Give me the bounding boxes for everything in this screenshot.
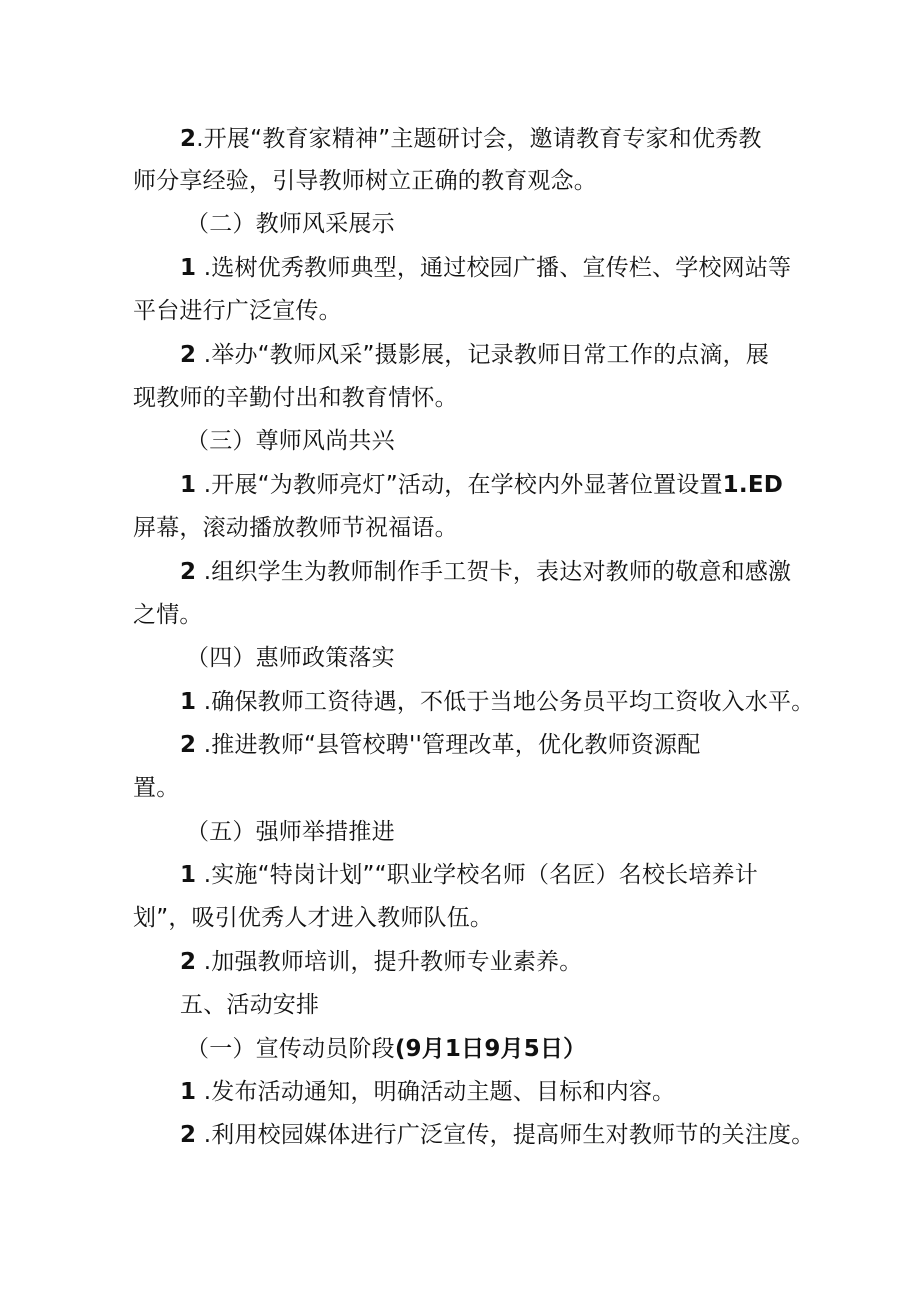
section-heading (186, 817, 395, 847)
section-heading (186, 426, 395, 456)
paragraph-line (180, 124, 762, 154)
line-text: 五、活动安排 (180, 992, 320, 1018)
item-number: 1 (180, 255, 197, 281)
paragraph-line (180, 470, 783, 500)
item-number: 1 (180, 1079, 197, 1105)
item-number: 2 (180, 732, 197, 758)
line-text: 置。 (133, 775, 180, 801)
item-number: 1 (180, 862, 197, 888)
paragraph-line (180, 1120, 814, 1150)
item-number: 2 (180, 1122, 197, 1148)
paragraph-line (133, 166, 597, 196)
section-heading (186, 209, 395, 239)
item-number: 1 (180, 472, 197, 498)
paragraph-line (133, 296, 342, 326)
section-heading (186, 1034, 586, 1064)
line-text: .确保教师工资待遇，不低于当地公务员平均工资收入水平。 (196, 689, 815, 715)
line-text: （五）强师举措推进 (186, 819, 395, 845)
paragraph-line (180, 860, 758, 890)
paragraph-line (133, 773, 179, 803)
line-text: .选树优秀教师典型，通过校园广播、宣传栏、学校网站等 (196, 255, 792, 281)
paragraph-line (133, 383, 458, 413)
line-tail: (9月1日9月5日） (394, 1036, 587, 1062)
line-text: .开展“为教师亮灯”活动，在学校内外显著位置设置 (196, 472, 723, 498)
section-heading (186, 643, 395, 673)
line-text: 现教师的辛勤付出和教育情怀。 (133, 385, 458, 411)
line-text: 划”，吸引优秀人才进入教师队伍。 (133, 905, 494, 931)
paragraph-line (180, 340, 769, 370)
line-tail: 1.ED (722, 472, 784, 498)
line-text: .开展“教育家精神”主题研讨会，邀请教育专家和优秀教 (196, 126, 762, 152)
line-text: （二）教师风采展示 (186, 211, 395, 237)
line-text: .推进教师“县管校聘''管理改革，优化教师资源配 (196, 732, 701, 758)
line-text: 平台进行广泛宣传。 (133, 298, 342, 324)
item-number: 2 (180, 559, 197, 585)
line-text: 屏幕，滚动播放教师节祝福语。 (133, 515, 458, 541)
line-text: 师分享经验，引导教师树立正确的教育观念。 (133, 168, 597, 194)
paragraph-line (180, 1077, 675, 1107)
line-text: .利用校园媒体进行广泛宣传，提高师生对教师节的关注度。 (196, 1122, 815, 1148)
item-number: 2 (180, 342, 197, 368)
line-text: .发布活动通知，明确活动主题、目标和内容。 (196, 1079, 676, 1105)
chapter-heading (180, 990, 319, 1020)
line-text: .组织学生为教师制作手工贺卡，表达对教师的敬意和感激 (196, 559, 792, 585)
line-text: （一）宣传动员阶段 (186, 1036, 395, 1062)
item-number: 1 (180, 689, 197, 715)
paragraph-line (133, 903, 493, 933)
line-text: （三）尊师风尚共兴 (186, 428, 395, 454)
paragraph-line (180, 253, 791, 283)
line-text: .加强教师培训，提升教师专业素养。 (196, 949, 583, 975)
item-number: 2 (180, 126, 197, 152)
paragraph-line (180, 557, 791, 587)
paragraph-line (180, 947, 582, 977)
paragraph-line (180, 730, 700, 760)
line-text: 之情。 (133, 602, 203, 628)
item-number: 2 (180, 949, 197, 975)
line-text: .举办“教师风采”摄影展，记录教师日常工作的点滴，展 (196, 342, 770, 368)
line-text: .实施“特岗计划”“职业学校名师（名匠）名校长培养计 (196, 862, 758, 888)
paragraph-line (180, 687, 814, 717)
paragraph-line (133, 600, 203, 630)
line-text: （四）惠师政策落实 (186, 645, 395, 671)
paragraph-line (133, 513, 458, 543)
